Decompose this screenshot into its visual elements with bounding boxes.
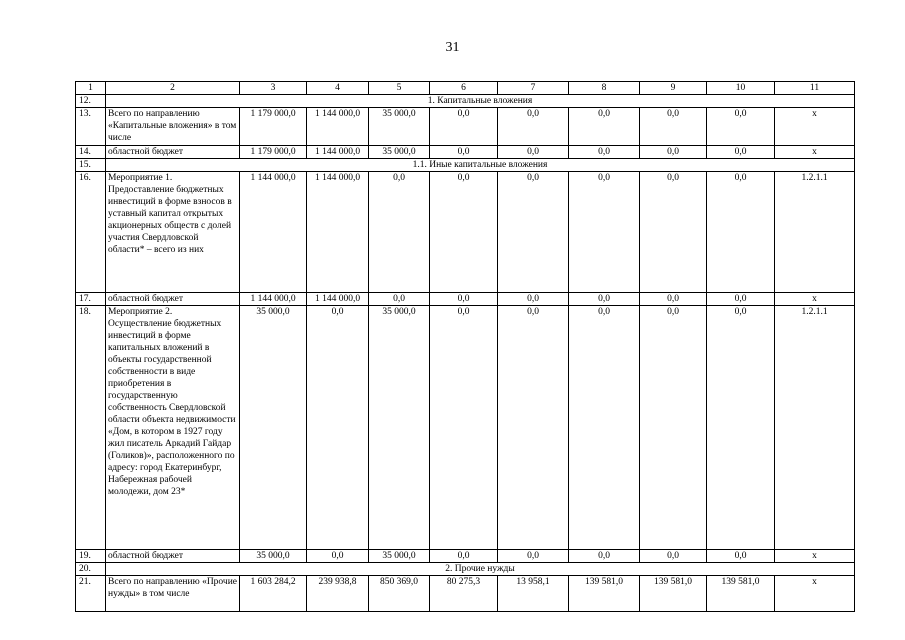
value-cell: 35 000,0	[369, 108, 430, 146]
page-number: 31	[445, 40, 460, 55]
row-name: Всего по направлению «Капитальные вложения» в том числе	[106, 108, 240, 146]
value-cell: 0,0	[707, 550, 775, 563]
value-cell: 1 179 000,0	[240, 146, 307, 159]
value-cell: 0,0	[640, 108, 707, 146]
value-cell: 0,0	[569, 108, 640, 146]
value-cell: 1 144 000,0	[307, 108, 369, 146]
value-cell: 0,0	[569, 306, 640, 550]
table-row	[76, 146, 855, 159]
value-cell: 1 144 000,0	[307, 293, 369, 306]
reference-cell: х	[775, 576, 855, 612]
value-cell: 139 581,0	[640, 576, 707, 612]
row-name: областной бюджет	[106, 550, 240, 563]
value-cell: 0,0	[430, 306, 498, 550]
value-cell: 0,0	[640, 293, 707, 306]
reference-cell: 1.2.1.1	[775, 172, 855, 293]
row-number: 20.	[76, 563, 106, 576]
value-cell: 0,0	[640, 146, 707, 159]
value-cell: 0,0	[498, 146, 569, 159]
value-cell: 35 000,0	[240, 306, 307, 550]
row-number: 19.	[76, 550, 106, 563]
column-header: 9	[640, 82, 707, 95]
row-number: 21.	[76, 576, 106, 612]
value-cell: 1 179 000,0	[240, 108, 307, 146]
row-number: 17.	[76, 293, 106, 306]
row-number: 12.	[76, 95, 106, 108]
column-header: 6	[430, 82, 498, 95]
table-row	[76, 108, 855, 146]
table-row	[76, 306, 855, 550]
value-cell: 80 275,3	[430, 576, 498, 612]
value-cell: 0,0	[307, 550, 369, 563]
row-number: 14.	[76, 146, 106, 159]
value-cell: 0,0	[498, 172, 569, 293]
value-cell: 13 958,1	[498, 576, 569, 612]
value-cell: 1 144 000,0	[240, 293, 307, 306]
value-cell: 0,0	[498, 108, 569, 146]
value-cell: 850 369,0	[369, 576, 430, 612]
value-cell: 0,0	[498, 550, 569, 563]
reference-cell: х	[775, 108, 855, 146]
value-cell: 35 000,0	[369, 550, 430, 563]
row-name: Всего по направлению «Прочие нужды» в том числе	[106, 576, 240, 612]
value-cell: 139 581,0	[569, 576, 640, 612]
row-number: 18.	[76, 306, 106, 550]
column-header: 4	[307, 82, 369, 95]
section-title: 1.1. Иные капитальные вложения	[106, 159, 855, 172]
row-name: областной бюджет	[106, 146, 240, 159]
value-cell: 0,0	[430, 108, 498, 146]
value-cell: 1 144 000,0	[240, 172, 307, 293]
section-row	[76, 159, 855, 172]
column-header: 5	[369, 82, 430, 95]
row-name: Мероприятие 2. Осуществление бюджетных инвестиций в форме капитальных вложений в объекты государственной собственности в виде приобретения в государственную собственность Свердловской области объекта недвижимости «Дом, в котором в 1927 году жил писатель Аркадий Гайдар (Голиков)», расположенного по адресу: город Екатеринбург, Набережная рабочей молодежи, дом 23*	[106, 306, 240, 550]
value-cell: 35 000,0	[369, 306, 430, 550]
column-header: 8	[569, 82, 640, 95]
value-cell: 0,0	[569, 146, 640, 159]
row-number: 15.	[76, 159, 106, 172]
section-title: 2. Прочие нужды	[106, 563, 855, 576]
section-row	[76, 563, 855, 576]
value-cell: 0,0	[707, 108, 775, 146]
row-name: областной бюджет	[106, 293, 240, 306]
row-number: 16.	[76, 172, 106, 293]
value-cell: 0,0	[707, 306, 775, 550]
value-cell: 1 144 000,0	[307, 172, 369, 293]
reference-cell: х	[775, 293, 855, 306]
value-cell: 139 581,0	[707, 576, 775, 612]
budget-table	[75, 81, 855, 612]
value-cell: 0,0	[498, 306, 569, 550]
row-number: 13.	[76, 108, 106, 146]
value-cell: 0,0	[430, 550, 498, 563]
value-cell: 0,0	[307, 306, 369, 550]
value-cell: 0,0	[640, 550, 707, 563]
reference-cell: х	[775, 550, 855, 563]
table-row	[76, 172, 855, 293]
value-cell: 1 144 000,0	[307, 146, 369, 159]
value-cell: 0,0	[569, 172, 640, 293]
column-header: 11	[775, 82, 855, 95]
column-number-row	[76, 82, 855, 95]
value-cell: 0,0	[498, 293, 569, 306]
table-row	[76, 550, 855, 563]
value-cell: 0,0	[369, 293, 430, 306]
column-header: 3	[240, 82, 307, 95]
value-cell: 0,0	[369, 172, 430, 293]
value-cell: 0,0	[430, 293, 498, 306]
value-cell: 0,0	[707, 172, 775, 293]
column-header: 2	[106, 82, 240, 95]
section-title: 1. Капитальные вложения	[106, 95, 855, 108]
section-row	[76, 95, 855, 108]
value-cell: 1 603 284,2	[240, 576, 307, 612]
value-cell: 0,0	[430, 172, 498, 293]
value-cell: 35 000,0	[369, 146, 430, 159]
value-cell: 0,0	[569, 293, 640, 306]
value-cell: 0,0	[430, 146, 498, 159]
column-header: 1	[76, 82, 106, 95]
value-cell: 0,0	[707, 146, 775, 159]
row-name: Мероприятие 1. Предоставление бюджетных инвестиций в форме взносов в уставный капитал открытых акционерных обществ с долей участия Свердловской области* – всего из них	[106, 172, 240, 293]
column-header: 10	[707, 82, 775, 95]
value-cell: 0,0	[569, 550, 640, 563]
value-cell: 0,0	[640, 306, 707, 550]
value-cell: 0,0	[640, 172, 707, 293]
value-cell: 35 000,0	[240, 550, 307, 563]
reference-cell: 1.2.1.1	[775, 306, 855, 550]
value-cell: 0,0	[707, 293, 775, 306]
table-row	[76, 576, 855, 612]
reference-cell: х	[775, 146, 855, 159]
value-cell: 239 938,8	[307, 576, 369, 612]
column-header: 7	[498, 82, 569, 95]
table-row	[76, 293, 855, 306]
